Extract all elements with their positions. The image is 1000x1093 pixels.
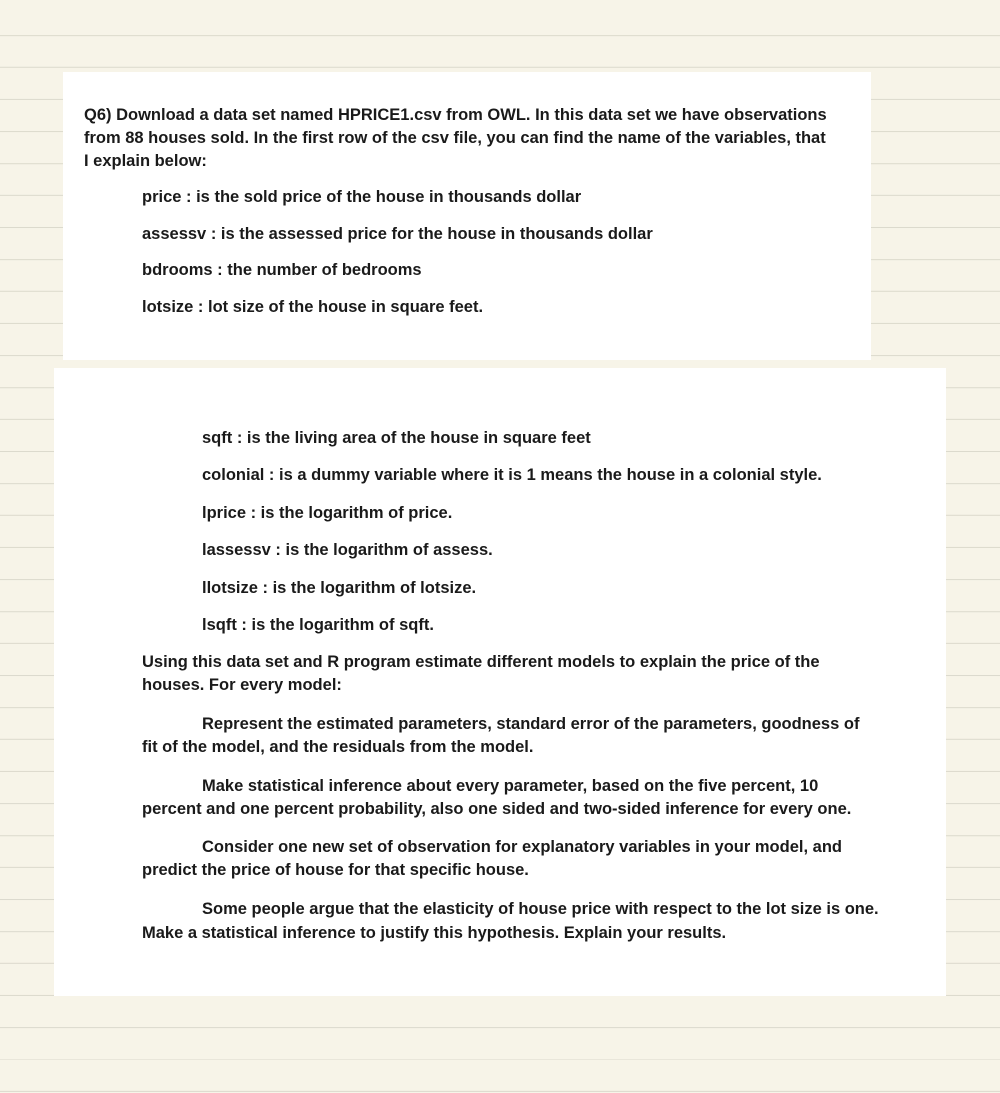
variable-price: price : is the sold price of the house in thousands dollar <box>142 188 582 206</box>
task-intro-line-1: Using this data set and R program estimate different models to explain the price of the <box>142 653 820 671</box>
task-2-line-2: percent and one percent probability, also one sided and two-sided inference for every one. <box>142 800 852 818</box>
variable-lsqft: lsqft : is the logarithm of sqft. <box>202 616 434 634</box>
task-4-line-2: Make a statistical inference to justify this hypothesis. Explain your results. <box>142 924 727 942</box>
question-card-bottom <box>54 368 946 996</box>
task-3-line-2: predict the price of house for that specific house. <box>142 861 529 879</box>
intro-line-2: from 88 houses sold. In the first row of the csv file, you can find the name of the variables, that <box>84 129 826 147</box>
task-4-line-1: Some people argue that the elasticity of house price with respect to the lot size is one. <box>202 900 879 918</box>
variable-assessv: assessv : is the assessed price for the house in thousands dollar <box>142 225 653 243</box>
task-3-line-1: Consider one new set of observation for explanatory variables in your model, and <box>202 838 842 856</box>
variable-llotsize: llotsize : is the logarithm of lotsize. <box>202 579 477 597</box>
intro-line-1: Q6) Download a data set named HPRICE1.csv from OWL. In this data set we have observations <box>84 106 827 124</box>
intro-line-3: I explain below: <box>84 152 207 170</box>
variable-bdrooms: bdrooms : the number of bedrooms <box>142 261 422 279</box>
variable-lprice: lprice : is the logarithm of price. <box>202 504 453 522</box>
task-1-line-1: Represent the estimated parameters, standard error of the parameters, goodness of <box>202 715 860 733</box>
question-card-top <box>63 72 871 360</box>
variable-lotsize: lotsize : lot size of the house in square feet. <box>142 298 484 316</box>
task-2-line-1: Make statistical inference about every parameter, based on the five percent, 10 <box>202 777 819 795</box>
variable-colonial: colonial : is a dummy variable where it is 1 means the house in a colonial style. <box>202 466 822 484</box>
variable-sqft: sqft : is the living area of the house in square feet <box>202 429 591 447</box>
variable-lassessv: lassessv : is the logarithm of assess. <box>202 541 493 559</box>
task-intro-line-2: houses. For every model: <box>142 676 342 694</box>
task-1-line-2: fit of the model, and the residuals from the model. <box>142 738 534 756</box>
